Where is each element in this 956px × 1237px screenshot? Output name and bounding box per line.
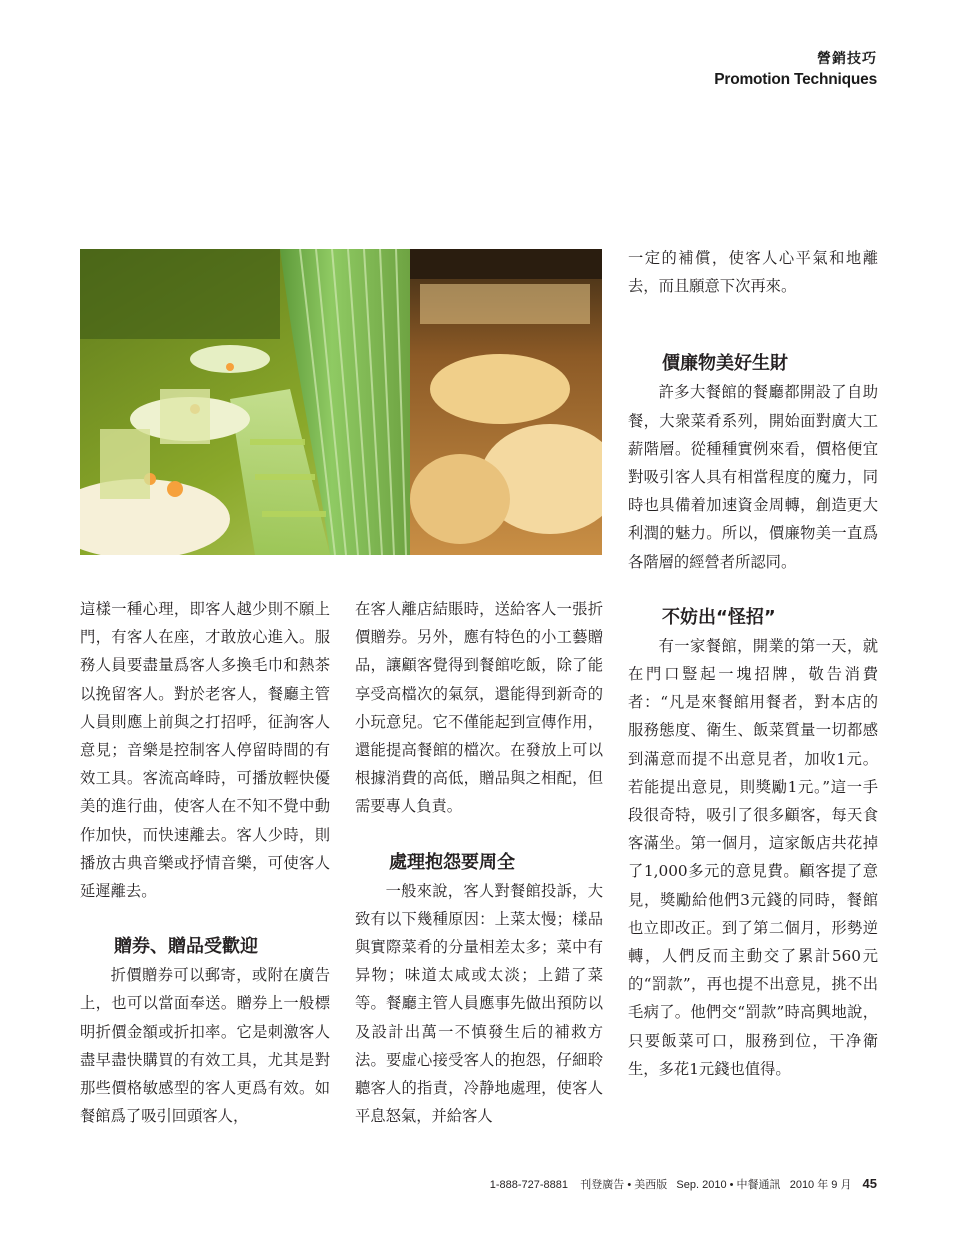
- column-3: [628, 244, 878, 1083]
- column-2: [355, 595, 603, 1130]
- restaurant-photo: [80, 249, 602, 555]
- section-heading: 價廉物美好生財: [662, 353, 788, 375]
- paragraph: 有一家餐館，開業的第一天，就在門口豎起一塊招牌，敬告消費者：“凡是來餐館用餐者，對本店的服務態度、衛生、飯菜質量一切都感到滿意而提不出意見者，加收1元。若能提出意見，則獎勵1元。”這一手段很奇特，吸引了很多顧客，每天食客滿坐。第一個月，這家飯店共花掉了1,000多元的意見費。顧客提了意見，獎勵給他們3元錢的同時，餐館也立即改正。到了第二個月，形勢逆轉，人們反而主動交了累計560元的“罰款”，再也提不出意見，挑不出毛病了。他們交“罰款”時高興地說，只要飯菜可口，服務到位，干净衛生，多花1元錢也值得。: [628, 636, 878, 1078]
- paragraph: 許多大餐館的餐廳都開設了自助餐，大衆菜肴系列，開始面對廣大工薪階層。從種種實例來看，價格便宜對吸引客人具有相當程度的魔力，同時也具備着加速資金周轉，創造更大利潤的魅力。所以，價廉物美一直爲各階層的經營者所認同。: [628, 383, 878, 571]
- footer-issue: Sep. 2010 • 中餐通訊: [676, 1179, 781, 1191]
- paragraph: 一般來說，客人對餐館投訴，大致有以下幾種原因：上菜太慢；樣品與實際菜肴的分量相差太多；菜中有异物；味道太咸或太淡；上錯了菜等。餐廳主管人員應事先做出預防以及設計出萬一不慎發生后的補救方法。要虛心接受客人的抱怨，仔細聆聽客人的指責，冷静地處理，使客人平息怒氣，并給客人: [355, 881, 603, 1126]
- section-heading: 處理抱怨要周全: [389, 851, 515, 873]
- restaurant-interior-photo-icon: [80, 249, 602, 555]
- paragraph: 一定的補償，使客人心平氣和地離去，而且願意下次再來。: [628, 249, 878, 296]
- section-heading: 不妨出“怪招”: [662, 606, 776, 628]
- section-header: [714, 48, 877, 89]
- footer-issue-date: 2010 年 9 月: [789, 1179, 852, 1191]
- section-heading: 贈券、贈品受歡迎: [114, 936, 258, 958]
- footer-phone: 1-888-727-8881: [489, 1179, 569, 1191]
- column-1: [80, 595, 330, 1130]
- section-title-zh: 營銷技巧: [817, 51, 877, 67]
- footer-advertising: 刊登廣告 • 美西版: [580, 1179, 668, 1191]
- page-footer: [490, 1176, 877, 1192]
- page-number: 45: [862, 1176, 877, 1191]
- paragraph: 這樣一種心理，即客人越少則不願上門，有客人在座，才敢放心進入。服務人員要盡量爲客人多換毛巾和熱茶以挽留客人。對於老客人，餐廳主管人員則應上前與之打招呼，征詢客人意見；音樂是控制客人停留時間的有效工具。客流高峰時，可播放輕快優美的進行曲，使客人在不知不覺中動作加快，而快速離去。客人少時，則播放古典音樂或抒情音樂，可使客人延遲離去。: [80, 600, 330, 901]
- paragraph: 在客人離店結賬時，送給客人一張折價贈券。另外，應有特色的小工藝贈品，讓顧客覺得到餐館吃飯，除了能享受高檔次的氣氛，還能得到新奇的小玩意兒。它不僅能起到宣傳作用，還能提高餐館的檔次。在發放上可以根據消費的高低，贈品與之相配，但需要專人負責。: [355, 600, 603, 816]
- paragraph: 折價贈券可以郵寄，或附在廣告上，也可以當面奉送。贈券上一般標明折價金額或折扣率。它是刺激客人盡早盡快購買的有效工具，尤其是對那些價格敏感型的客人更爲有效。如餐館爲了吸引回頭客人，: [80, 966, 330, 1126]
- section-title-en: Promotion Techniques: [714, 71, 877, 88]
